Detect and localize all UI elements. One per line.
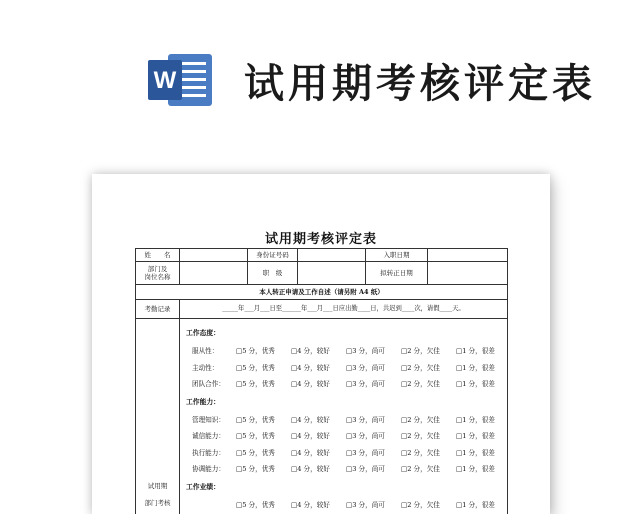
rating-option[interactable]: □5 分，优秀: [236, 445, 291, 462]
rating-option[interactable]: □5 分，优秀: [236, 412, 291, 429]
rating-label: 执行能力：: [192, 445, 236, 462]
rating-option[interactable]: □3 分，尚可: [346, 428, 401, 445]
rating-option[interactable]: □4 分，较好: [291, 412, 346, 429]
rating-option[interactable]: □3 分，尚可: [346, 497, 401, 514]
rating-option[interactable]: □3 分，尚可: [346, 376, 401, 393]
side-label-line: 部门考核: [138, 495, 177, 512]
rating-option[interactable]: □1 分，很差: [456, 428, 511, 445]
rating-option[interactable]: □1 分，很差: [456, 343, 511, 360]
name-value[interactable]: [180, 249, 248, 262]
rating-row-performance: [186, 497, 507, 514]
rating-row-management: [186, 412, 507, 429]
rating-option[interactable]: □5 分，优秀: [236, 376, 291, 393]
rating-option[interactable]: □1 分，很差: [456, 360, 511, 377]
rating-row-obedience: [186, 343, 507, 360]
rating-option[interactable]: □2 分，欠佳: [401, 360, 456, 377]
id-number-label: 身份证号码: [248, 249, 298, 262]
attendance-text: _____年___月___日至______年___月___日应出勤____日，共迟到____次，请假____天。: [180, 300, 508, 319]
rating-option[interactable]: □4 分，较好: [291, 360, 346, 377]
rating-row-integrity: [186, 428, 507, 445]
rating-option[interactable]: □1 分，很差: [456, 497, 511, 514]
rating-option[interactable]: □4 分，较好: [291, 343, 346, 360]
hire-date-label: 入职日期: [366, 249, 428, 262]
document-title: 试用期考核评定表: [92, 228, 550, 247]
section-title-performance: 工作业绩：: [186, 478, 507, 497]
rating-option[interactable]: □3 分，尚可: [346, 445, 401, 462]
department-label: 部门及 岗位名称: [136, 262, 180, 285]
regularization-date-label: 拟转正日期: [366, 262, 428, 285]
rating-option[interactable]: □4 分，较好: [291, 376, 346, 393]
rating-option[interactable]: □1 分，很差: [456, 461, 511, 478]
rating-label: 团队合作：: [192, 376, 236, 393]
evaluation-form: [135, 248, 508, 514]
section-title-attitude: 工作态度：: [186, 324, 507, 343]
rating-label: 协调能力：: [192, 461, 236, 478]
rating-option[interactable]: □5 分，优秀: [236, 428, 291, 445]
rating-option[interactable]: □2 分，欠佳: [401, 376, 456, 393]
rating-option[interactable]: □4 分，较好: [291, 461, 346, 478]
id-number-value[interactable]: [298, 249, 366, 262]
rating-row-initiative: [186, 360, 507, 377]
rating-option[interactable]: □3 分，尚可: [346, 343, 401, 360]
rating-option[interactable]: □3 分，尚可: [346, 461, 401, 478]
assessment-body: [180, 319, 508, 514]
rank-label: 职 级: [248, 262, 298, 285]
rating-option[interactable]: □5 分，优秀: [236, 360, 291, 377]
rating-label: 服从性：: [192, 343, 236, 360]
rating-option[interactable]: □2 分，欠佳: [401, 412, 456, 429]
rank-value[interactable]: [298, 262, 366, 285]
word-app-icon: [146, 50, 216, 110]
department-assessment-label: [136, 319, 180, 514]
section-header: 本人转正申请及工作自述（请另附 A4 纸）: [136, 285, 508, 300]
department-value[interactable]: [180, 262, 248, 285]
rating-option[interactable]: □3 分，尚可: [346, 412, 401, 429]
rating-label: 主动性：: [192, 360, 236, 377]
rating-option[interactable]: □1 分，很差: [456, 376, 511, 393]
rating-option[interactable]: □1 分，很差: [456, 412, 511, 429]
rating-label: 管理知识：: [192, 412, 236, 429]
rating-label: 诚信能力：: [192, 428, 236, 445]
side-label-line: 试用期: [138, 478, 177, 495]
word-logo-letter: W: [154, 67, 177, 94]
document-preview: [92, 174, 550, 514]
rating-option[interactable]: □2 分，欠佳: [401, 461, 456, 478]
page-title: 试用期考核评定表: [244, 60, 596, 108]
regularization-date-value[interactable]: [428, 262, 508, 285]
hire-date-value[interactable]: [428, 249, 508, 262]
rating-option[interactable]: □5 分，优秀: [236, 497, 291, 514]
rating-option[interactable]: □2 分，欠佳: [401, 445, 456, 462]
rating-option[interactable]: □2 分，欠佳: [401, 428, 456, 445]
rating-row-coordination: [186, 461, 507, 478]
rating-option[interactable]: □2 分，欠佳: [401, 497, 456, 514]
rating-option[interactable]: □5 分，优秀: [236, 461, 291, 478]
name-label: 姓 名: [136, 249, 180, 262]
rating-option[interactable]: □3 分，尚可: [346, 360, 401, 377]
rating-option[interactable]: □4 分，较好: [291, 428, 346, 445]
rating-option[interactable]: □1 分，很差: [456, 445, 511, 462]
rating-row-execution: [186, 445, 507, 462]
rating-option[interactable]: □4 分，较好: [291, 497, 346, 514]
attendance-label: 考勤记录: [136, 300, 180, 319]
rating-option[interactable]: □5 分，优秀: [236, 343, 291, 360]
rating-option[interactable]: □4 分，较好: [291, 445, 346, 462]
rating-option[interactable]: □2 分，欠佳: [401, 343, 456, 360]
rating-row-teamwork: [186, 376, 507, 393]
section-title-ability: 工作能力：: [186, 393, 507, 412]
